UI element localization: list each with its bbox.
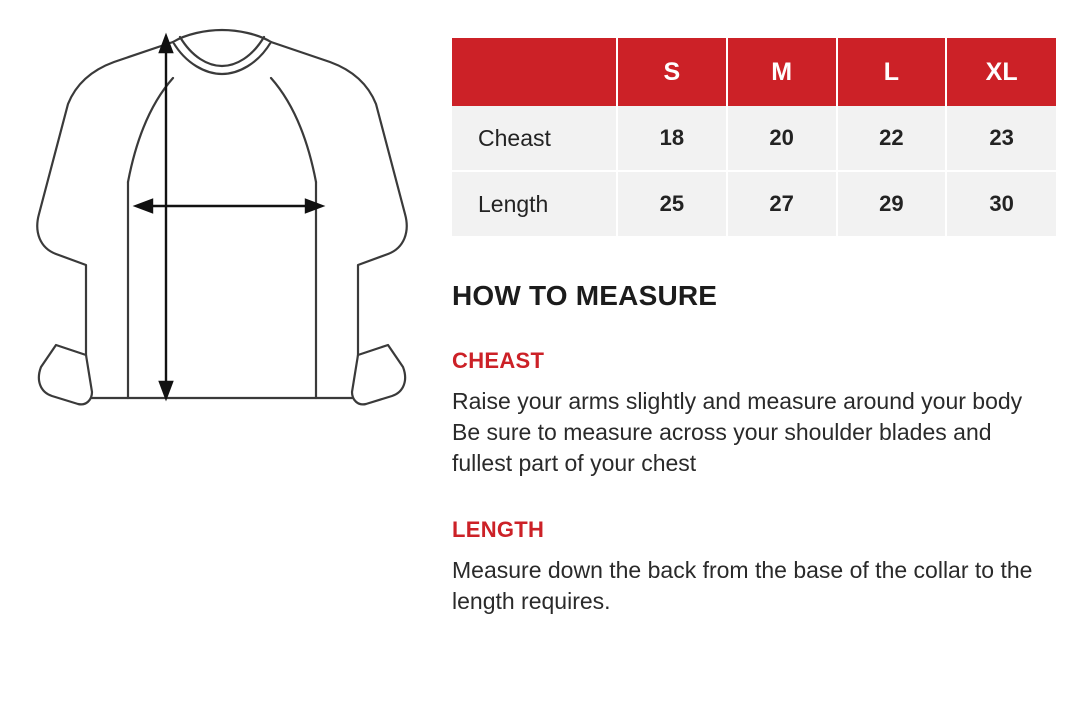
length-m-value: 27 <box>727 171 837 236</box>
garment-illustration-panel <box>0 0 440 723</box>
length-s-value: 25 <box>617 171 727 236</box>
size-column-m: M <box>727 38 837 106</box>
size-column-s: S <box>617 38 727 106</box>
size-column-l: L <box>837 38 947 106</box>
section-length <box>452 517 1056 617</box>
cheast-m-value: 20 <box>727 106 837 171</box>
table-corner-cell <box>452 38 617 106</box>
how-to-measure-title: HOW TO MEASURE <box>452 280 718 311</box>
long-sleeve-sweatshirt-diagram <box>0 0 440 723</box>
section-title-cheast: CHEAST <box>452 348 545 373</box>
length-xl-value: 30 <box>946 171 1056 236</box>
table-header-row <box>452 38 1056 106</box>
section-cheast <box>452 348 1056 479</box>
row-label-length: Length <box>452 171 617 236</box>
cheast-l-value: 22 <box>837 106 947 171</box>
size-column-xl: XL <box>946 38 1056 106</box>
cheast-s-value: 18 <box>617 106 727 171</box>
cheast-xl-value: 23 <box>946 106 1056 171</box>
section-title-length: LENGTH <box>452 517 545 543</box>
section-body-length: Measure down the back from the base of the collar to the length requires. <box>452 557 1033 615</box>
size-guide-content <box>440 0 1080 723</box>
size-chart-body <box>452 106 1056 236</box>
row-label-cheast: Cheast <box>452 106 617 171</box>
table-row <box>452 106 1056 171</box>
size-chart-table <box>452 38 1056 236</box>
table-row <box>452 171 1056 236</box>
section-body-cheast: Raise your arms slightly and measure around your body Be sure to measure across your shoulder blades and fullest part of your chest <box>452 388 1023 477</box>
length-l-value: 29 <box>837 171 947 236</box>
size-chart-header <box>452 38 1056 106</box>
